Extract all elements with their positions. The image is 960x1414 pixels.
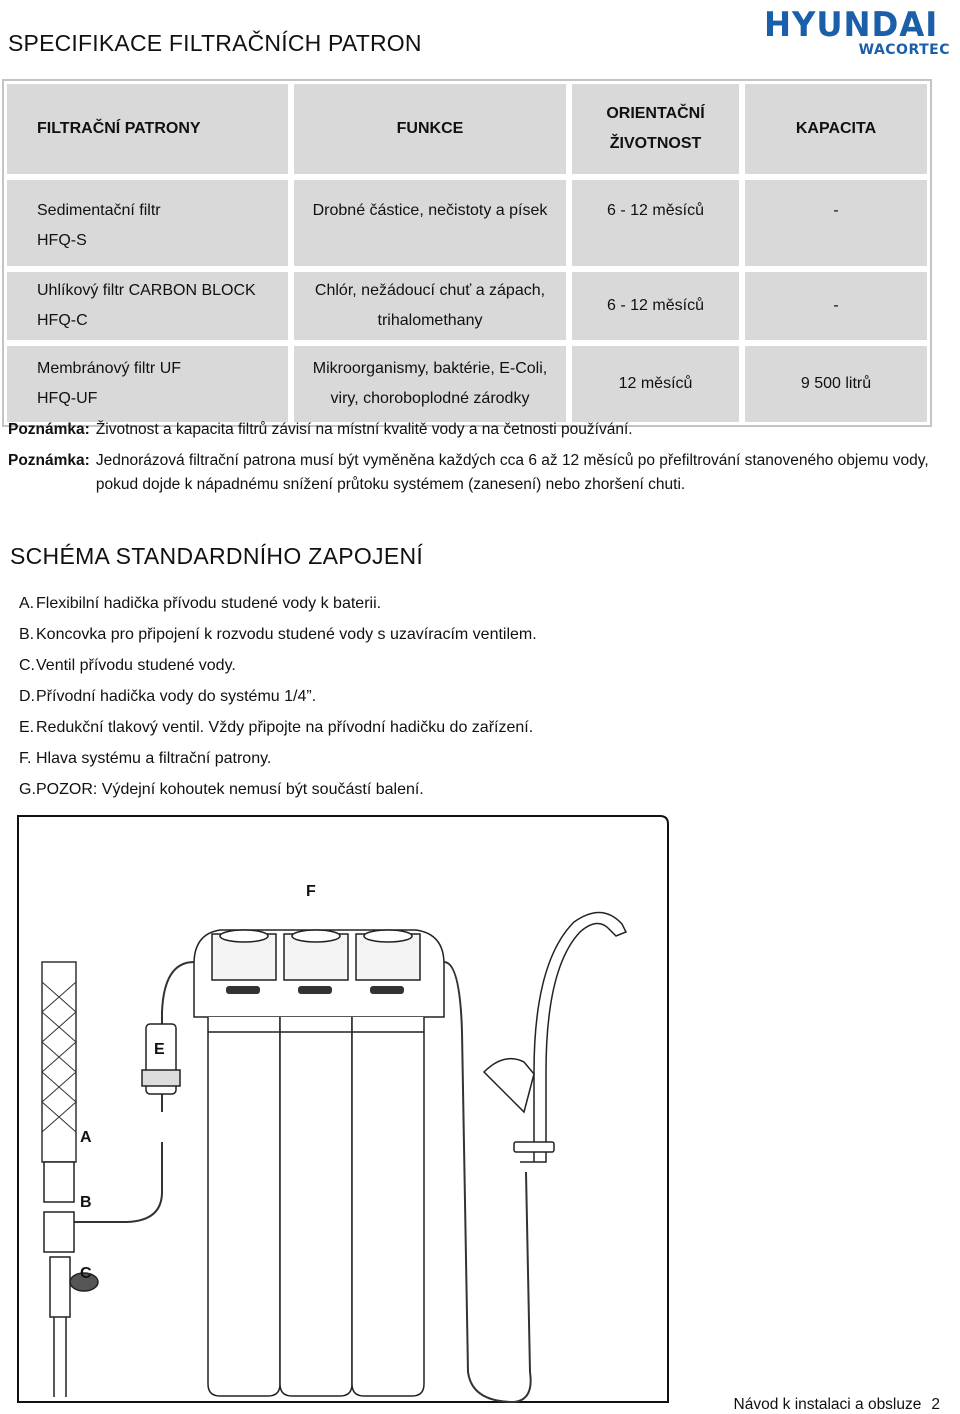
table-row <box>4 343 930 425</box>
cartridge-capacity: - <box>742 177 930 269</box>
item-letter: G. <box>19 781 36 798</box>
installation-diagram <box>14 812 672 1408</box>
cartridge-type: Sedimentační filtr <box>37 202 161 219</box>
list-item <box>19 743 537 774</box>
header-lifetime <box>569 81 742 177</box>
label-a: A <box>80 1129 92 1146</box>
cartridge-lifetime: 6 - 12 měsíců <box>569 177 742 269</box>
cartridge-name <box>4 269 291 343</box>
header-capacity: KAPACITA <box>742 81 930 177</box>
item-letter: F. <box>19 750 32 767</box>
cartridge-lifetime: 12 měsíců <box>569 343 742 425</box>
note-text: Jednorázová filtrační patrona musí být vyměněna každých cca 6 až 12 měsíců po přefiltrování stanoveného objemu vody, pokud dojde k nápadnému snížení průtoku systémem (zanesení) nebo zhoršení chuti. <box>95 452 929 493</box>
item-letter: C. <box>19 657 35 674</box>
cartridge-name <box>4 343 291 425</box>
page-number: 2 <box>931 1396 940 1413</box>
footer <box>734 1396 940 1414</box>
table-row <box>4 269 930 343</box>
item-letter: A. <box>19 595 35 612</box>
cartridge-capacity: - <box>742 269 930 343</box>
faucet <box>484 912 626 1162</box>
function-text: trihalomethany <box>377 312 483 329</box>
flexible-hose <box>42 962 76 1162</box>
note-label: Poznámka: <box>8 421 90 438</box>
header-function: FUNKCE <box>291 81 569 177</box>
hyundai-logo <box>764 5 952 58</box>
header-cartridges: FILTRAČNÍ PATRONY <box>4 81 291 177</box>
item-text: POZOR: Výdejní kohoutek nemusí být součástí balení. <box>36 781 424 798</box>
label-c: C <box>80 1265 92 1282</box>
function-text: Chlór, nežádoucí chuť a zápach, <box>314 282 546 299</box>
item-letter: B. <box>19 626 35 643</box>
item-letter: E. <box>19 719 35 736</box>
note-label: Poznámka: <box>8 452 90 469</box>
footer-text: Návod k instalaci a obsluze <box>733 1396 922 1413</box>
item-text: Ventil přívodu studené vody. <box>36 657 236 674</box>
cartridge-name <box>4 177 291 269</box>
header-lifetime-line1: ORIENTAČNÍ <box>606 105 705 122</box>
head-caps <box>212 930 420 980</box>
list-item <box>19 650 537 681</box>
list-item <box>19 588 537 619</box>
notes <box>8 418 948 504</box>
function-text: Mikroorganismy, baktérie, E-Coli, <box>312 360 548 377</box>
cartridge-clips <box>226 986 404 994</box>
pressure-reducer <box>142 1024 180 1094</box>
note-text: Životnost a kapacita filtrů závisí na místní kvalitě vody a na četnosti používání. <box>95 421 633 438</box>
list-item <box>19 712 537 743</box>
label-b: B <box>80 1194 92 1211</box>
logo-sub: WACORTEC <box>858 42 950 58</box>
list-item <box>19 681 537 712</box>
item-text: Koncovka pro připojení k rozvodu studené vody s uzavíracím ventilem. <box>36 626 537 643</box>
label-f: F <box>306 883 316 900</box>
cartridge-capacity: 9 500 litrů <box>742 343 930 425</box>
filter-cartridges <box>208 1017 424 1396</box>
cartridge-code: HFQ-C <box>37 312 88 329</box>
system-head <box>194 930 444 1017</box>
note <box>8 418 948 442</box>
cartridge-lifetime: 6 - 12 měsíců <box>569 269 742 343</box>
item-text: Hlava systému a filtrační patrony. <box>36 750 272 767</box>
cartridge-function <box>291 343 569 425</box>
function-text: viry, choroboplodné zárodky <box>330 390 530 407</box>
table-row <box>4 177 930 269</box>
connection-steps <box>19 588 537 805</box>
cartridge-function <box>291 269 569 343</box>
list-item <box>19 619 537 650</box>
section-title: SCHÉMA STANDARDNÍHO ZAPOJENÍ <box>10 543 424 569</box>
header-lifetime-line2: ŽIVOTNOST <box>609 135 702 152</box>
item-letter: D. <box>19 688 35 705</box>
item-text: Přívodní hadička vody do systému 1/4”. <box>36 688 317 705</box>
function-text: Drobné částice, nečistoty a písek <box>312 202 548 219</box>
page-title: SPECIFIKACE FILTRAČNÍCH PATRON <box>8 30 422 56</box>
label-e: E <box>154 1041 165 1058</box>
cartridge-code: HFQ-UF <box>37 390 98 407</box>
cartridge-type: Uhlíkový filtr CARBON BLOCK <box>37 282 256 299</box>
item-text: Flexibilní hadička přívodu studené vody k baterii. <box>36 595 382 612</box>
cartridge-type: Membránový filtr UF <box>37 360 182 377</box>
cartridge-function <box>291 177 569 269</box>
table-header-row <box>4 81 930 177</box>
logo-brand: HYUNDAI <box>764 5 939 45</box>
list-item <box>19 774 537 805</box>
cartridge-code: HFQ-S <box>37 232 87 249</box>
filter-spec-table <box>2 79 932 427</box>
item-text: Redukční tlakový ventil. Vždy připojte na přívodní hadičku do zařízení. <box>36 719 534 736</box>
note <box>8 449 948 497</box>
